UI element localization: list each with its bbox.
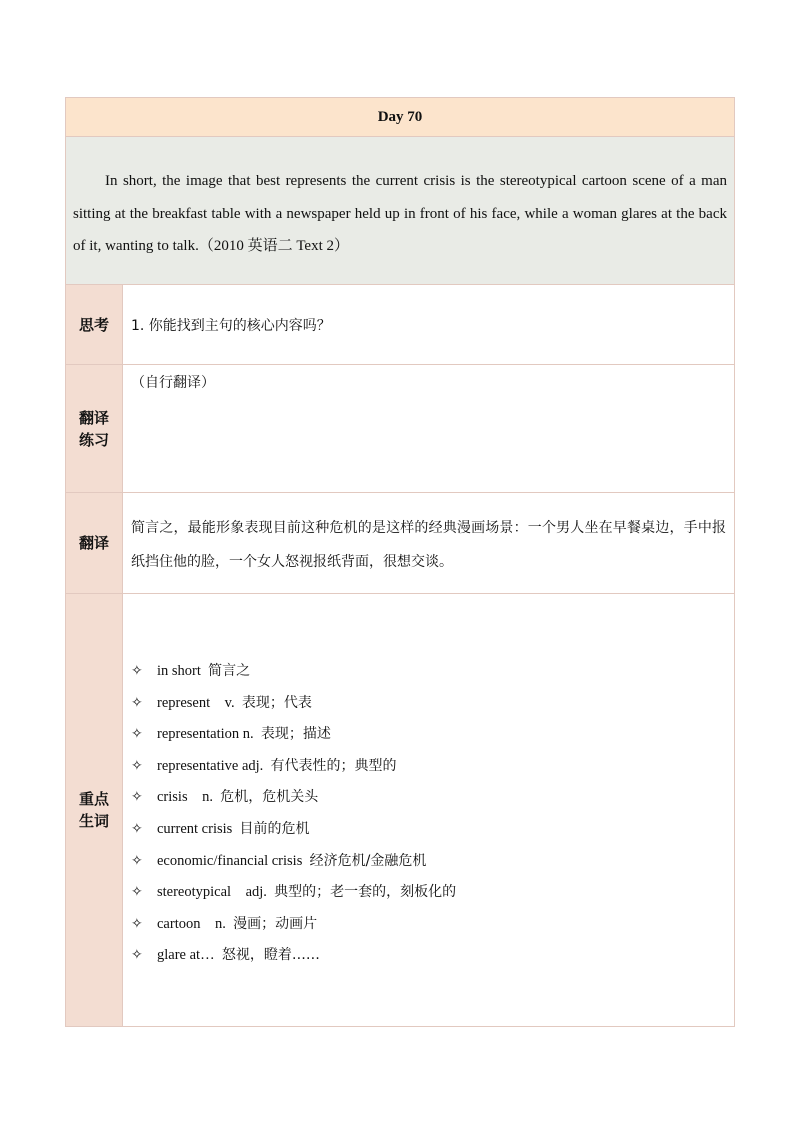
- vocab-term: representative adj.: [157, 757, 264, 774]
- diamond-bullet-icon: ✧: [131, 694, 143, 711]
- vocab-term: current crisis: [157, 820, 233, 837]
- vocab-item: [131, 719, 726, 751]
- vocab-item: [131, 782, 726, 814]
- practice-text: （自行翻译）: [131, 375, 215, 391]
- practice-label-line1: 翻译: [78, 408, 109, 427]
- practice-label: [66, 365, 123, 492]
- vocab-meaning: 典型的；老一套的，刻板化的: [274, 884, 457, 901]
- vocab-meaning: 漫画；动画片: [233, 915, 318, 932]
- vocab-item: [131, 656, 726, 688]
- vocab-item: [131, 877, 726, 909]
- vocab-meaning: 简言之: [208, 663, 251, 679]
- translation-text: 简言之，最能形象表现目前这种危机的是这样的经典漫画场景：一个男人坐在早餐桌边，手中报纸挡住他的脸，一个女人怒视报纸背面，很想交谈。: [131, 520, 726, 570]
- passage-section: [66, 137, 734, 285]
- think-row: [66, 285, 734, 365]
- vocab-item: [131, 814, 726, 846]
- vocab-meaning: 经济危机/金融危机: [309, 852, 427, 869]
- diamond-bullet-icon: ✧: [131, 820, 143, 837]
- vocab-item: [131, 940, 726, 972]
- vocab-meaning: 有代表性的；典型的: [270, 757, 397, 774]
- vocab-term: in short: [157, 663, 201, 679]
- diamond-bullet-icon: ✧: [131, 884, 143, 901]
- vocab-meaning: 危机，危机关头: [220, 789, 319, 806]
- vocab-label-line1: 重点: [78, 790, 109, 808]
- diamond-bullet-icon: ✧: [131, 789, 143, 806]
- translation-label: 翻译: [66, 493, 123, 593]
- diamond-bullet-icon: ✧: [131, 663, 143, 679]
- think-label: 思考: [66, 285, 123, 364]
- vocab-meaning: 表现；描述: [260, 726, 331, 743]
- vocab-term: representation n.: [157, 726, 254, 743]
- vocab-term: cartoon n.: [157, 915, 226, 932]
- vocab-list: [131, 656, 726, 972]
- vocab-term: crisis n.: [157, 789, 213, 806]
- diamond-bullet-icon: ✧: [131, 757, 143, 774]
- vocab-label: [66, 594, 123, 1026]
- vocab-meaning: 怒视，瞪着……: [221, 947, 320, 964]
- vocab-item: [131, 846, 726, 878]
- vocab-meaning: 目前的危机: [239, 820, 310, 837]
- vocab-meaning: 表现；代表: [241, 694, 312, 711]
- vocab-term: glare at…: [157, 947, 215, 964]
- vocab-term: stereotypical adj.: [157, 884, 267, 901]
- day-title: Day 70: [66, 98, 734, 137]
- practice-row: [66, 365, 734, 493]
- practice-label-line2: 练习: [78, 430, 109, 449]
- passage-text: In short, the image that best represents the current crisis is the stereotypical cartoon scene of a man sitting at the breakfast table with a newspaper held up in front of his face, while a woman glares at the back of it, wanting to talk.（2010 英语二 Text 2）: [73, 173, 727, 254]
- study-card: [65, 97, 735, 1027]
- vocab-item: [131, 688, 726, 720]
- think-question: 1. 你能找到主句的核心内容吗？: [131, 317, 331, 334]
- vocab-row: [66, 594, 734, 1026]
- vocab-term: represent v.: [157, 694, 235, 711]
- vocab-label-line2: 生词: [78, 812, 109, 830]
- vocab-term: economic/financial crisis: [157, 852, 303, 869]
- diamond-bullet-icon: ✧: [131, 947, 143, 964]
- vocab-item: [131, 909, 726, 941]
- diamond-bullet-icon: ✧: [131, 726, 143, 743]
- translation-row: [66, 493, 734, 594]
- diamond-bullet-icon: ✧: [131, 915, 143, 932]
- vocab-item: [131, 751, 726, 783]
- diamond-bullet-icon: ✧: [131, 852, 143, 869]
- vocab-content: [123, 594, 734, 1026]
